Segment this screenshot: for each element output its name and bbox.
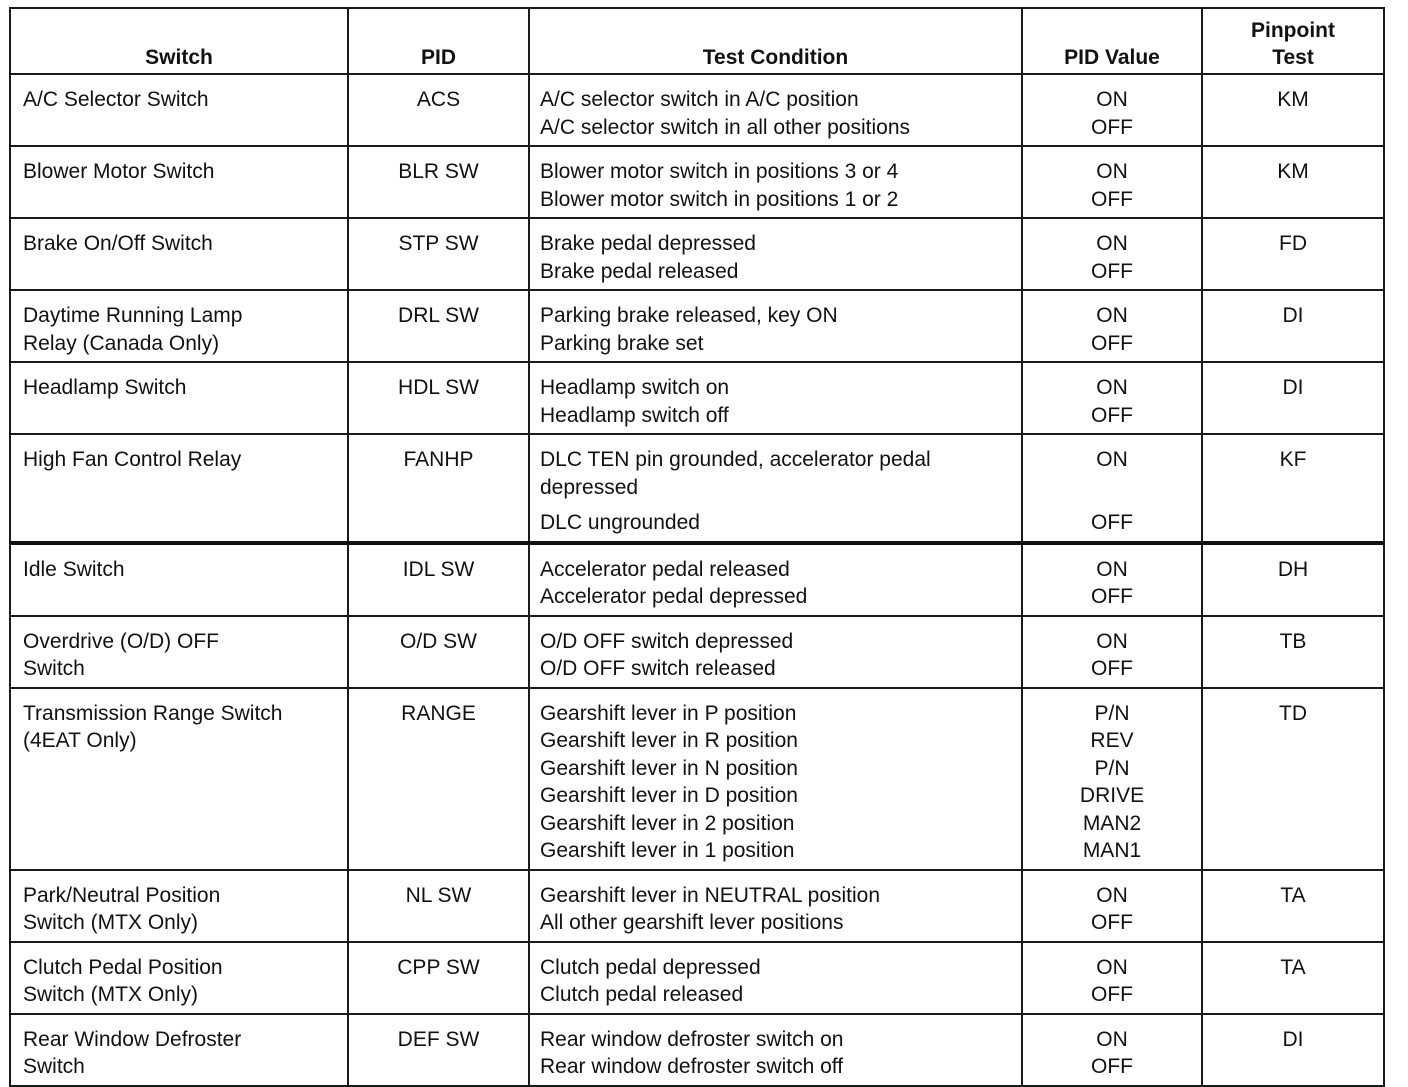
switch-cell bbox=[10, 74, 348, 146]
pinpoint-test-cell: TA bbox=[1202, 942, 1384, 1014]
pid-value: ON bbox=[1096, 883, 1128, 907]
pinpoint-test-cell: KF bbox=[1202, 434, 1384, 543]
table-row bbox=[10, 616, 1384, 688]
condition-cell bbox=[529, 1014, 1022, 1086]
pid-cell: NL SW bbox=[348, 870, 529, 942]
test-condition: Brake pedal released bbox=[540, 259, 739, 283]
test-condition: Rear window defroster switch off bbox=[540, 1055, 844, 1078]
pid-value: DRIVE bbox=[1079, 784, 1145, 807]
switch-name: Switch bbox=[23, 1055, 85, 1078]
pid-cell: HDL SW bbox=[348, 362, 529, 434]
pinpoint-test-cell: KM bbox=[1202, 146, 1384, 218]
test-condition: DLC ungrounded bbox=[540, 511, 700, 534]
switch-name: A/C Selector Switch bbox=[23, 88, 209, 111]
switch-name: Blower Motor Switch bbox=[23, 160, 215, 183]
switch-name: Rear Window Defroster bbox=[23, 1027, 242, 1051]
test-condition: All other gearshift lever positions bbox=[540, 911, 844, 934]
test-condition: Gearshift lever in 1 position bbox=[540, 839, 795, 862]
test-condition: Gearshift lever in 2 position bbox=[540, 811, 795, 835]
pid-cell: BLR SW bbox=[348, 146, 529, 218]
pid-value-cell bbox=[1022, 543, 1202, 616]
pid-value: REV bbox=[1090, 729, 1134, 752]
pid-value-cell bbox=[1022, 1014, 1202, 1086]
pid-value: ON bbox=[1096, 448, 1128, 471]
test-condition: DLC TEN pin grounded, accelerator pedal depressed bbox=[540, 448, 931, 499]
switch-cell bbox=[10, 434, 348, 543]
test-condition: Accelerator pedal released bbox=[540, 557, 790, 581]
switch-cell bbox=[10, 942, 348, 1014]
test-condition: Gearshift lever in R position bbox=[540, 729, 798, 752]
condition-cell bbox=[529, 870, 1022, 942]
test-condition: Gearshift lever in P position bbox=[540, 701, 797, 725]
test-condition: A/C selector switch in all other positions bbox=[540, 115, 910, 139]
header-switch: Switch bbox=[10, 8, 348, 74]
condition-cell bbox=[529, 688, 1022, 870]
table-row bbox=[10, 870, 1384, 942]
table-row bbox=[10, 543, 1384, 616]
switch-name: Daytime Running Lamp bbox=[23, 304, 243, 327]
switch-cell bbox=[10, 688, 348, 870]
header-pinpoint-test bbox=[1202, 8, 1384, 74]
test-condition: Blower motor switch in positions 1 or 2 bbox=[540, 187, 899, 211]
test-condition: O/D OFF switch depressed bbox=[540, 629, 794, 653]
test-condition: Brake pedal depressed bbox=[540, 232, 756, 255]
table-row bbox=[10, 74, 1384, 146]
condition-cell bbox=[529, 146, 1022, 218]
pid-cell: DEF SW bbox=[348, 1014, 529, 1086]
pid-value: MAN2 bbox=[1082, 811, 1142, 835]
switch-cell bbox=[10, 218, 348, 290]
test-condition: Rear window defroster switch on bbox=[540, 1027, 844, 1051]
switch-name: (4EAT Only) bbox=[23, 729, 137, 752]
switch-cell bbox=[10, 616, 348, 688]
condition-cell bbox=[529, 942, 1022, 1014]
pid-cell: CPP SW bbox=[348, 942, 529, 1014]
table-row bbox=[10, 1014, 1384, 1086]
pid-value-cell bbox=[1022, 218, 1202, 290]
table-row bbox=[10, 290, 1384, 362]
test-condition: O/D OFF switch released bbox=[540, 657, 776, 680]
switch-name: Switch (MTX Only) bbox=[23, 911, 199, 934]
pid-value-cell bbox=[1022, 870, 1202, 942]
switch-name: Overdrive (O/D) OFF bbox=[23, 629, 220, 653]
test-condition: Clutch pedal released bbox=[540, 983, 744, 1006]
table-row bbox=[10, 218, 1384, 290]
pid-value: OFF bbox=[1091, 403, 1133, 427]
test-condition: Headlamp switch on bbox=[540, 376, 730, 399]
test-condition: Parking brake set bbox=[540, 331, 704, 355]
switch-cell bbox=[10, 1014, 348, 1086]
pinpoint-test-cell: DI bbox=[1202, 362, 1384, 434]
switch-name: Clutch Pedal Position bbox=[23, 955, 223, 979]
switch-name: Park/Neutral Position bbox=[23, 883, 221, 907]
pid-value: ON bbox=[1096, 304, 1128, 327]
pid-value-cell bbox=[1022, 688, 1202, 870]
pid-value-cell bbox=[1022, 362, 1202, 434]
switch-cell bbox=[10, 146, 348, 218]
switch-name: Switch (MTX Only) bbox=[23, 983, 199, 1006]
switch-name: Switch bbox=[23, 657, 85, 680]
pinpoint-test-cell: TB bbox=[1202, 616, 1384, 688]
pid-value: ON bbox=[1096, 232, 1128, 255]
pid-value-cell bbox=[1022, 74, 1202, 146]
switch-cell bbox=[10, 290, 348, 362]
pid-value: ON bbox=[1096, 557, 1128, 581]
switch-name: Headlamp Switch bbox=[23, 376, 187, 399]
switch-name: Brake On/Off Switch bbox=[23, 232, 213, 255]
switch-name: Relay (Canada Only) bbox=[23, 331, 220, 355]
pid-value: OFF bbox=[1091, 115, 1133, 139]
pid-value-cell bbox=[1022, 942, 1202, 1014]
pid-value: OFF bbox=[1091, 511, 1133, 534]
test-condition: Gearshift lever in D position bbox=[540, 784, 798, 807]
switch-name: Transmission Range Switch bbox=[23, 701, 283, 725]
pid-value: ON bbox=[1096, 955, 1128, 979]
pid-cell: FANHP bbox=[348, 434, 529, 543]
condition-cell bbox=[529, 362, 1022, 434]
pid-value: OFF bbox=[1091, 187, 1133, 211]
pid-value: OFF bbox=[1091, 585, 1133, 608]
condition-cell bbox=[529, 290, 1022, 362]
test-condition: Accelerator pedal depressed bbox=[540, 585, 808, 608]
header-pid: PID bbox=[348, 8, 529, 74]
pid-value: OFF bbox=[1091, 259, 1133, 283]
condition-cell bbox=[529, 434, 1022, 543]
switch-name: High Fan Control Relay bbox=[23, 448, 242, 471]
test-condition: Gearshift lever in N position bbox=[540, 756, 798, 780]
pid-value-cell bbox=[1022, 616, 1202, 688]
pid-value-cell bbox=[1022, 146, 1202, 218]
pinpoint-test-cell: FD bbox=[1202, 218, 1384, 290]
pinpoint-test-cell: DH bbox=[1202, 543, 1384, 616]
test-condition: A/C selector switch in A/C position bbox=[540, 88, 859, 111]
header-test-condition: Test Condition bbox=[529, 8, 1022, 74]
test-condition: Clutch pedal depressed bbox=[540, 955, 761, 979]
pinpoint-test-cell: TD bbox=[1202, 688, 1384, 870]
pid-value: OFF bbox=[1091, 657, 1133, 680]
switch-cell bbox=[10, 543, 348, 616]
pinpoint-test-cell: KM bbox=[1202, 74, 1384, 146]
header-pinpoint-line-1: Pinpoint bbox=[1251, 19, 1335, 42]
pinpoint-test-cell: DI bbox=[1202, 1014, 1384, 1086]
pid-value: P/N bbox=[1094, 756, 1130, 780]
header-pinpoint-line-2: Test bbox=[1272, 46, 1314, 69]
test-condition: Parking brake released, key ON bbox=[540, 304, 838, 327]
pid-value: ON bbox=[1096, 88, 1128, 111]
pid-value-cell bbox=[1022, 290, 1202, 362]
header-pid-value: PID Value bbox=[1022, 8, 1202, 74]
test-condition: Blower motor switch in positions 3 or 4 bbox=[540, 160, 899, 183]
pinpoint-test-cell: DI bbox=[1202, 290, 1384, 362]
pid-value-cell bbox=[1022, 434, 1202, 543]
header-row bbox=[10, 8, 1384, 74]
pid-value: P/N bbox=[1094, 701, 1130, 725]
pid-value: OFF bbox=[1091, 983, 1133, 1006]
pid-switch-table bbox=[9, 7, 1385, 1087]
pid-value: OFF bbox=[1091, 331, 1133, 355]
pid-value: ON bbox=[1096, 1027, 1128, 1051]
switch-cell bbox=[10, 362, 348, 434]
switch-name: Idle Switch bbox=[23, 557, 125, 581]
table-row bbox=[10, 434, 1384, 543]
table-row bbox=[10, 146, 1384, 218]
pid-cell: DRL SW bbox=[348, 290, 529, 362]
test-condition: Gearshift lever in NEUTRAL position bbox=[540, 883, 881, 907]
pid-cell: O/D SW bbox=[348, 616, 529, 688]
pinpoint-test-cell: TA bbox=[1202, 870, 1384, 942]
condition-cell bbox=[529, 74, 1022, 146]
pid-value: OFF bbox=[1091, 911, 1133, 934]
pid-value: MAN1 bbox=[1082, 839, 1142, 862]
pid-value: ON bbox=[1096, 160, 1128, 183]
table-row bbox=[10, 688, 1384, 870]
test-condition: Headlamp switch off bbox=[540, 403, 729, 427]
pid-value: OFF bbox=[1091, 1055, 1133, 1078]
pid-cell: STP SW bbox=[348, 218, 529, 290]
switch-cell bbox=[10, 870, 348, 942]
pid-cell: IDL SW bbox=[348, 543, 529, 616]
condition-cell bbox=[529, 543, 1022, 616]
pid-value: ON bbox=[1096, 376, 1128, 399]
condition-cell bbox=[529, 616, 1022, 688]
table-row bbox=[10, 942, 1384, 1014]
table-row bbox=[10, 362, 1384, 434]
pid-value: ON bbox=[1096, 629, 1128, 653]
pid-cell: RANGE bbox=[348, 688, 529, 870]
condition-cell bbox=[529, 218, 1022, 290]
pid-cell: ACS bbox=[348, 74, 529, 146]
